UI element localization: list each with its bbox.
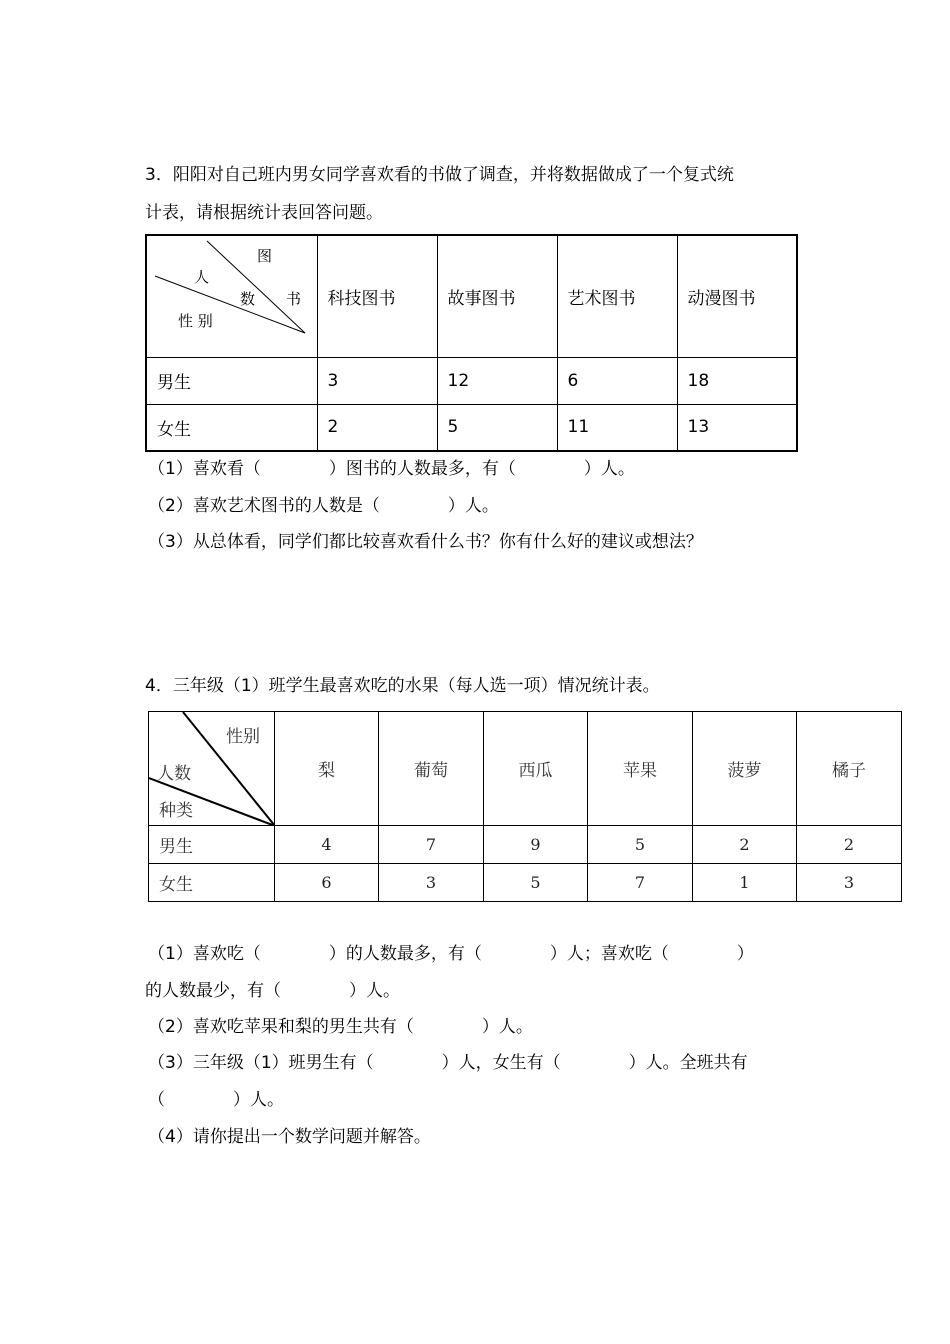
book-table-corner [146, 235, 317, 357]
corner-label-people: 人 [194, 268, 210, 286]
table-cell: 5 [588, 826, 693, 864]
table-cell: 6 [557, 357, 677, 404]
col-header: 菠萝 [693, 712, 797, 826]
table-cell: 4 [275, 826, 379, 864]
corner-label-count: 数 [240, 290, 256, 308]
corner-label-gender: 性别 [226, 727, 260, 747]
table-cell: 11 [557, 404, 677, 451]
table-cell: 3 [317, 357, 437, 404]
q4-intro: 4．三年级（1）班学生最喜欢吃的水果（每人选一项）情况统计表。 [145, 676, 660, 696]
col-header: 故事图书 [437, 235, 557, 357]
q4-sub3-line1: （3）三年级（1）班男生有（ ）人，女生有（ ）人。全班共有 [148, 1053, 748, 1073]
q3-intro-line1: 3．阳阳对自己班内男女同学喜欢看的书做了调查，并将数据做成了一个复式统 [145, 165, 734, 185]
row-label: 女生 [149, 864, 275, 902]
row-label: 男生 [146, 357, 317, 404]
col-header: 动漫图书 [677, 235, 797, 357]
table-row [146, 357, 797, 404]
book-survey-table [145, 234, 798, 452]
col-header: 橘子 [797, 712, 902, 826]
fruit-table-corner [149, 712, 275, 826]
table-cell: 5 [437, 404, 557, 451]
table-cell: 3 [379, 864, 484, 902]
q3-sub2: （2）喜欢艺术图书的人数是（ ）人。 [148, 496, 499, 516]
corner-label-top: 图 [257, 247, 273, 265]
table-cell: 18 [677, 357, 797, 404]
table-cell: 3 [797, 864, 902, 902]
corner-label-book: 书 [286, 290, 302, 308]
table-cell: 5 [484, 864, 588, 902]
q4-sub1-line1: （1）喜欢吃（ ）的人数最多，有（ ）人；喜欢吃（ ） [148, 944, 754, 964]
table-cell: 13 [677, 404, 797, 451]
q3-sub1: （1）喜欢看（ ）图书的人数最多，有（ ）人。 [148, 459, 635, 479]
q4-sub4: （4）请你提出一个数学问题并解答。 [148, 1127, 431, 1147]
corner-label-gender: 性 别 [178, 312, 213, 330]
table-row [149, 826, 902, 864]
col-header: 葡萄 [379, 712, 484, 826]
table-cell: 2 [693, 826, 797, 864]
q3-sub3: （3）从总体看，同学们都比较喜欢看什么书？你有什么好的建议或想法？ [148, 532, 703, 552]
col-header: 西瓜 [484, 712, 588, 826]
table-cell: 6 [275, 864, 379, 902]
q4-sub3-line2: （ ）人。 [148, 1090, 284, 1110]
corner-label-count: 人数 [157, 764, 191, 784]
col-header: 科技图书 [317, 235, 437, 357]
col-header: 艺术图书 [557, 235, 677, 357]
table-row [149, 864, 902, 902]
row-label: 男生 [149, 826, 275, 864]
table-cell: 12 [437, 357, 557, 404]
table-cell: 1 [693, 864, 797, 902]
table-cell: 9 [484, 826, 588, 864]
table-cell: 7 [379, 826, 484, 864]
row-label: 女生 [146, 404, 317, 451]
fruit-survey-table [148, 711, 902, 902]
table-row [146, 404, 797, 451]
q4-sub1-line2: 的人数最少，有（ ）人。 [145, 981, 400, 1001]
q3-intro-line2: 计表，请根据统计表回答问题。 [145, 203, 383, 223]
col-header: 苹果 [588, 712, 693, 826]
table-cell: 2 [797, 826, 902, 864]
q4-sub2: （2）喜欢吃苹果和梨的男生共有（ ）人。 [148, 1017, 533, 1037]
table-cell: 2 [317, 404, 437, 451]
corner-label-kind: 种类 [159, 801, 193, 821]
col-header: 梨 [275, 712, 379, 826]
table-cell: 7 [588, 864, 693, 902]
